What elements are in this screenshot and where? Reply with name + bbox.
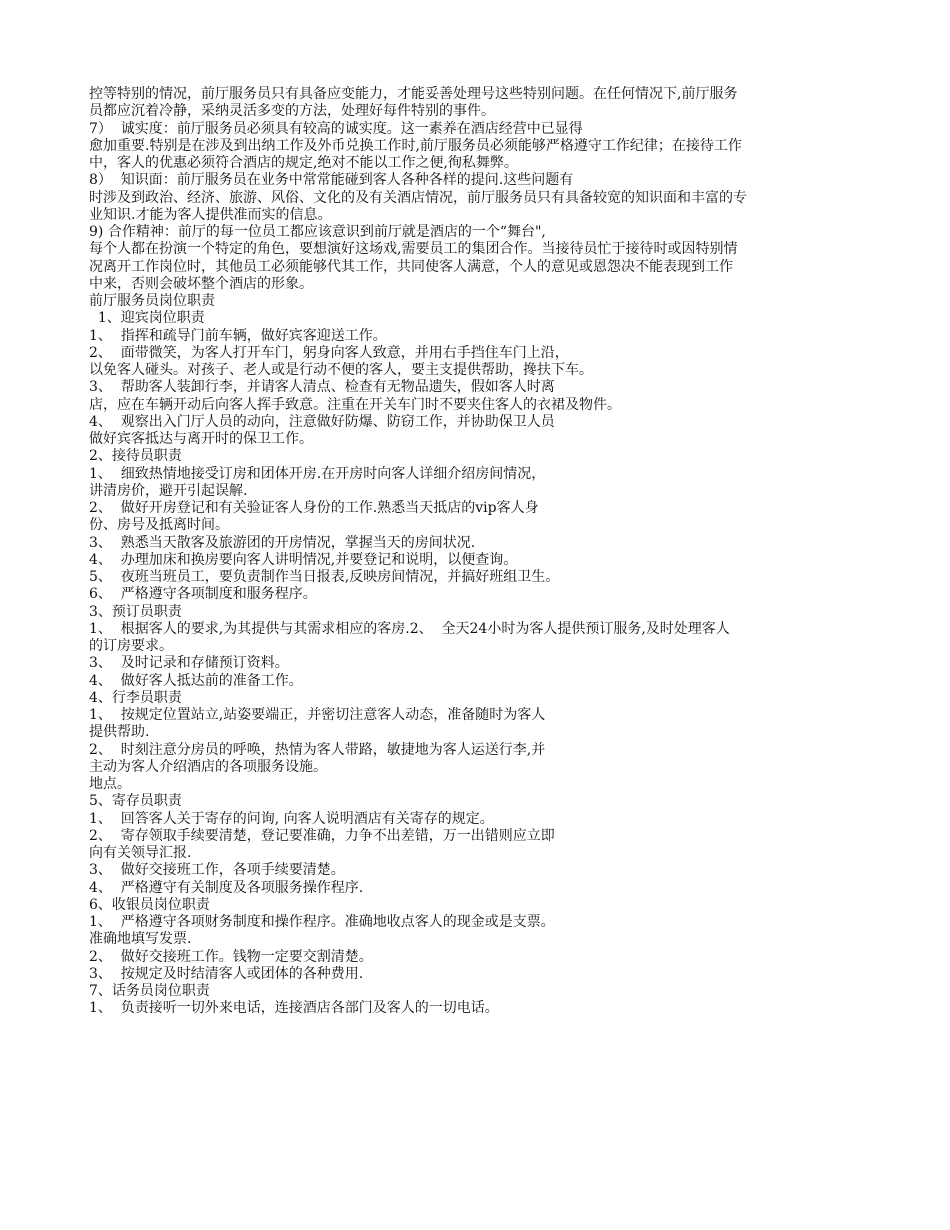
text-line: 店，应在车辆开动后向客人挥手致意。注重在开关车门时不要夹住客人的衣裙及物件。 <box>89 396 621 413</box>
text-line: 7、话务员岗位职责 <box>89 983 210 999</box>
text-line: 份、房号及抵离时间。 <box>89 517 229 534</box>
text-line: 1、 按规定位置站立,站姿要端正，并密切注意客人动态，准备随时为客人 <box>89 707 546 723</box>
text-line: 1、 回答客人关于寄存的问询, 向客人说明酒店有关寄存的规定。 <box>89 810 494 827</box>
text-line: 7） 诚实度：前厅服务员必须具有较高的诚实度。这一素养在酒店经营中已显得 <box>89 120 583 137</box>
text-line: 6、 严格遵守各项制度和服务程序。 <box>89 586 317 603</box>
text-line: 6、收银员岗位职责 <box>89 896 210 913</box>
text-line: 2、 时刻注意分房员的呼唤，热情为客人带路，敏捷地为客人运送行李,并 <box>89 741 546 758</box>
text-line: 3、 熟悉当天散客及旅游团的开房情况，掌握当天的房间状况. <box>89 534 476 551</box>
text-line: 2、接待员职责 <box>89 448 182 465</box>
text-line: 员都应沉着冷静，采纳灵活多变的方法，处理好每件特别的事件。 <box>89 103 495 120</box>
text-line: 2、 做好开房登记和有关验证客人身份的工作.熟悉当天抵店的vip客人身 <box>89 500 539 516</box>
text-line: 愈加重要.特别是在涉及到出纳工作及外币兑换工作时,前厅服务员必须能够严格遵守工作纪律；在接待工作 <box>89 137 742 154</box>
text-line: 中来，否则会破坏整个酒店的形象。 <box>89 275 313 292</box>
text-line: 3、 做好交接班工作，各项手续要清楚。 <box>89 862 345 879</box>
text-line: 4、 观察出入门厅人员的动向，注意做好防爆、防窃工作，并协助保卫人员 <box>89 413 555 430</box>
text-line: 4、 做好客人抵达前的准备工作。 <box>89 672 303 689</box>
text-line: 中，客人的优惠必须符合酒店的规定,绝对不能以工作之便,徇私舞弊。 <box>89 155 518 171</box>
text-line: 1、 指挥和疏导门前车辆，做好宾客迎送工作。 <box>89 327 387 344</box>
text-line: 讲清房价，避开引起误解. <box>89 482 248 499</box>
text-line: 8） 知识面：前厅服务员在业务中常常能碰到客人各种各样的提问.这些问题有 <box>89 172 574 189</box>
text-line: 控等特别的情况，前厅服务员只有具备应变能力，才能妥善处理号这些特别问题。在任何情况下,前厅服务 <box>89 86 738 102</box>
text-line: 1、迎宾岗位职责 <box>89 310 205 327</box>
text-line: 时涉及到政治、经济、旅游、风俗、文化的及有关酒店情况，前厅服务员只有具备较宽的知识面和丰富的专 <box>89 189 747 206</box>
text-line: 2、 做好交接班工作。钱物一定要交割清楚。 <box>89 948 373 965</box>
text-line: 4、 严格遵守有关制度及各项服务操作程序. <box>89 879 364 896</box>
text-line: 以免客人碰头。对孩子、老人或是行动不便的客人，要主支提供帮助，搀扶下车。 <box>89 362 593 378</box>
text-line: 1、 负责接听一切外来电话，连接酒店各部门及客人的一切电话。 <box>89 1000 499 1017</box>
text-line: 况离开工作岗位时，其他员工必须能够代其工作，共同使客人满意，个人的意见或恩怨决不能表现到工作 <box>89 258 733 275</box>
text-line: 5、 夜班当班员工，要负责制作当日报表,反映房间情况，并搞好班组卫生。 <box>89 569 560 585</box>
text-line: 每个人都在扮演一个特定的角色，要想演好这场戏,需要员工的集团合作。当接待员忙于接待时或因特别情 <box>89 241 738 258</box>
text-line: 2、 寄存领取手续要清楚，登记要准确，力争不出差错，万一出错则应立即 <box>89 827 555 844</box>
text-line: 3、 帮助客人装卸行李，并请客人清点、检查有无物品遗失，假如客人时离 <box>89 379 555 396</box>
text-line: 3、 及时记录和存储预订资料。 <box>89 655 289 672</box>
text-line: 5、寄存员职责 <box>89 793 182 810</box>
text-line: 主动为客人介绍酒店的各项服务设施。 <box>89 758 327 775</box>
text-line: 向有关领导汇报. <box>89 845 192 861</box>
text-line: 1、 细致热情地接受订房和团体开房.在开房时向客人详细介绍房间情况， <box>89 465 546 482</box>
text-line: 2、 面带微笑，为客人打开车门，躬身向客人致意，并用右手挡住车门上沿， <box>89 344 569 361</box>
text-line: 3、预订员职责 <box>89 603 182 620</box>
text-line: 提供帮助. <box>89 724 150 741</box>
text-line: 9) 合作精神：前厅的每一位员工都应该意识到前厅就是酒店的一个“舞台", <box>89 224 546 240</box>
text-line: 3、 按规定及时结清客人或团体的各种费用. <box>89 965 364 982</box>
text-line: 的订房要求。 <box>89 638 173 654</box>
text-line: 做好宾客抵达与离开时的保卫工作。 <box>89 431 313 447</box>
text-line: 前厅服务员岗位职责 <box>89 293 215 309</box>
text-line: 1、 根据客人的要求,为其提供与其需求相应的客房.2、 全天24小时为客人提供预订服务,及时处理客人 <box>89 620 730 637</box>
text-line: 地点。 <box>89 776 131 792</box>
text-line: 1、 严格遵守各项财务制度和操作程序。准确地收点客人的现金或是支票。 <box>89 914 555 930</box>
text-line: 4、行李员职责 <box>89 689 182 706</box>
text-line: 4、 办理加床和换房要向客人讲明情况,并要登记和说明，以便查询。 <box>89 551 518 568</box>
document-body <box>89 86 864 1018</box>
text-line: 准确地填写发票. <box>89 931 192 948</box>
text-line: 业知识.才能为客人提供准而实的信息。 <box>89 206 332 223</box>
